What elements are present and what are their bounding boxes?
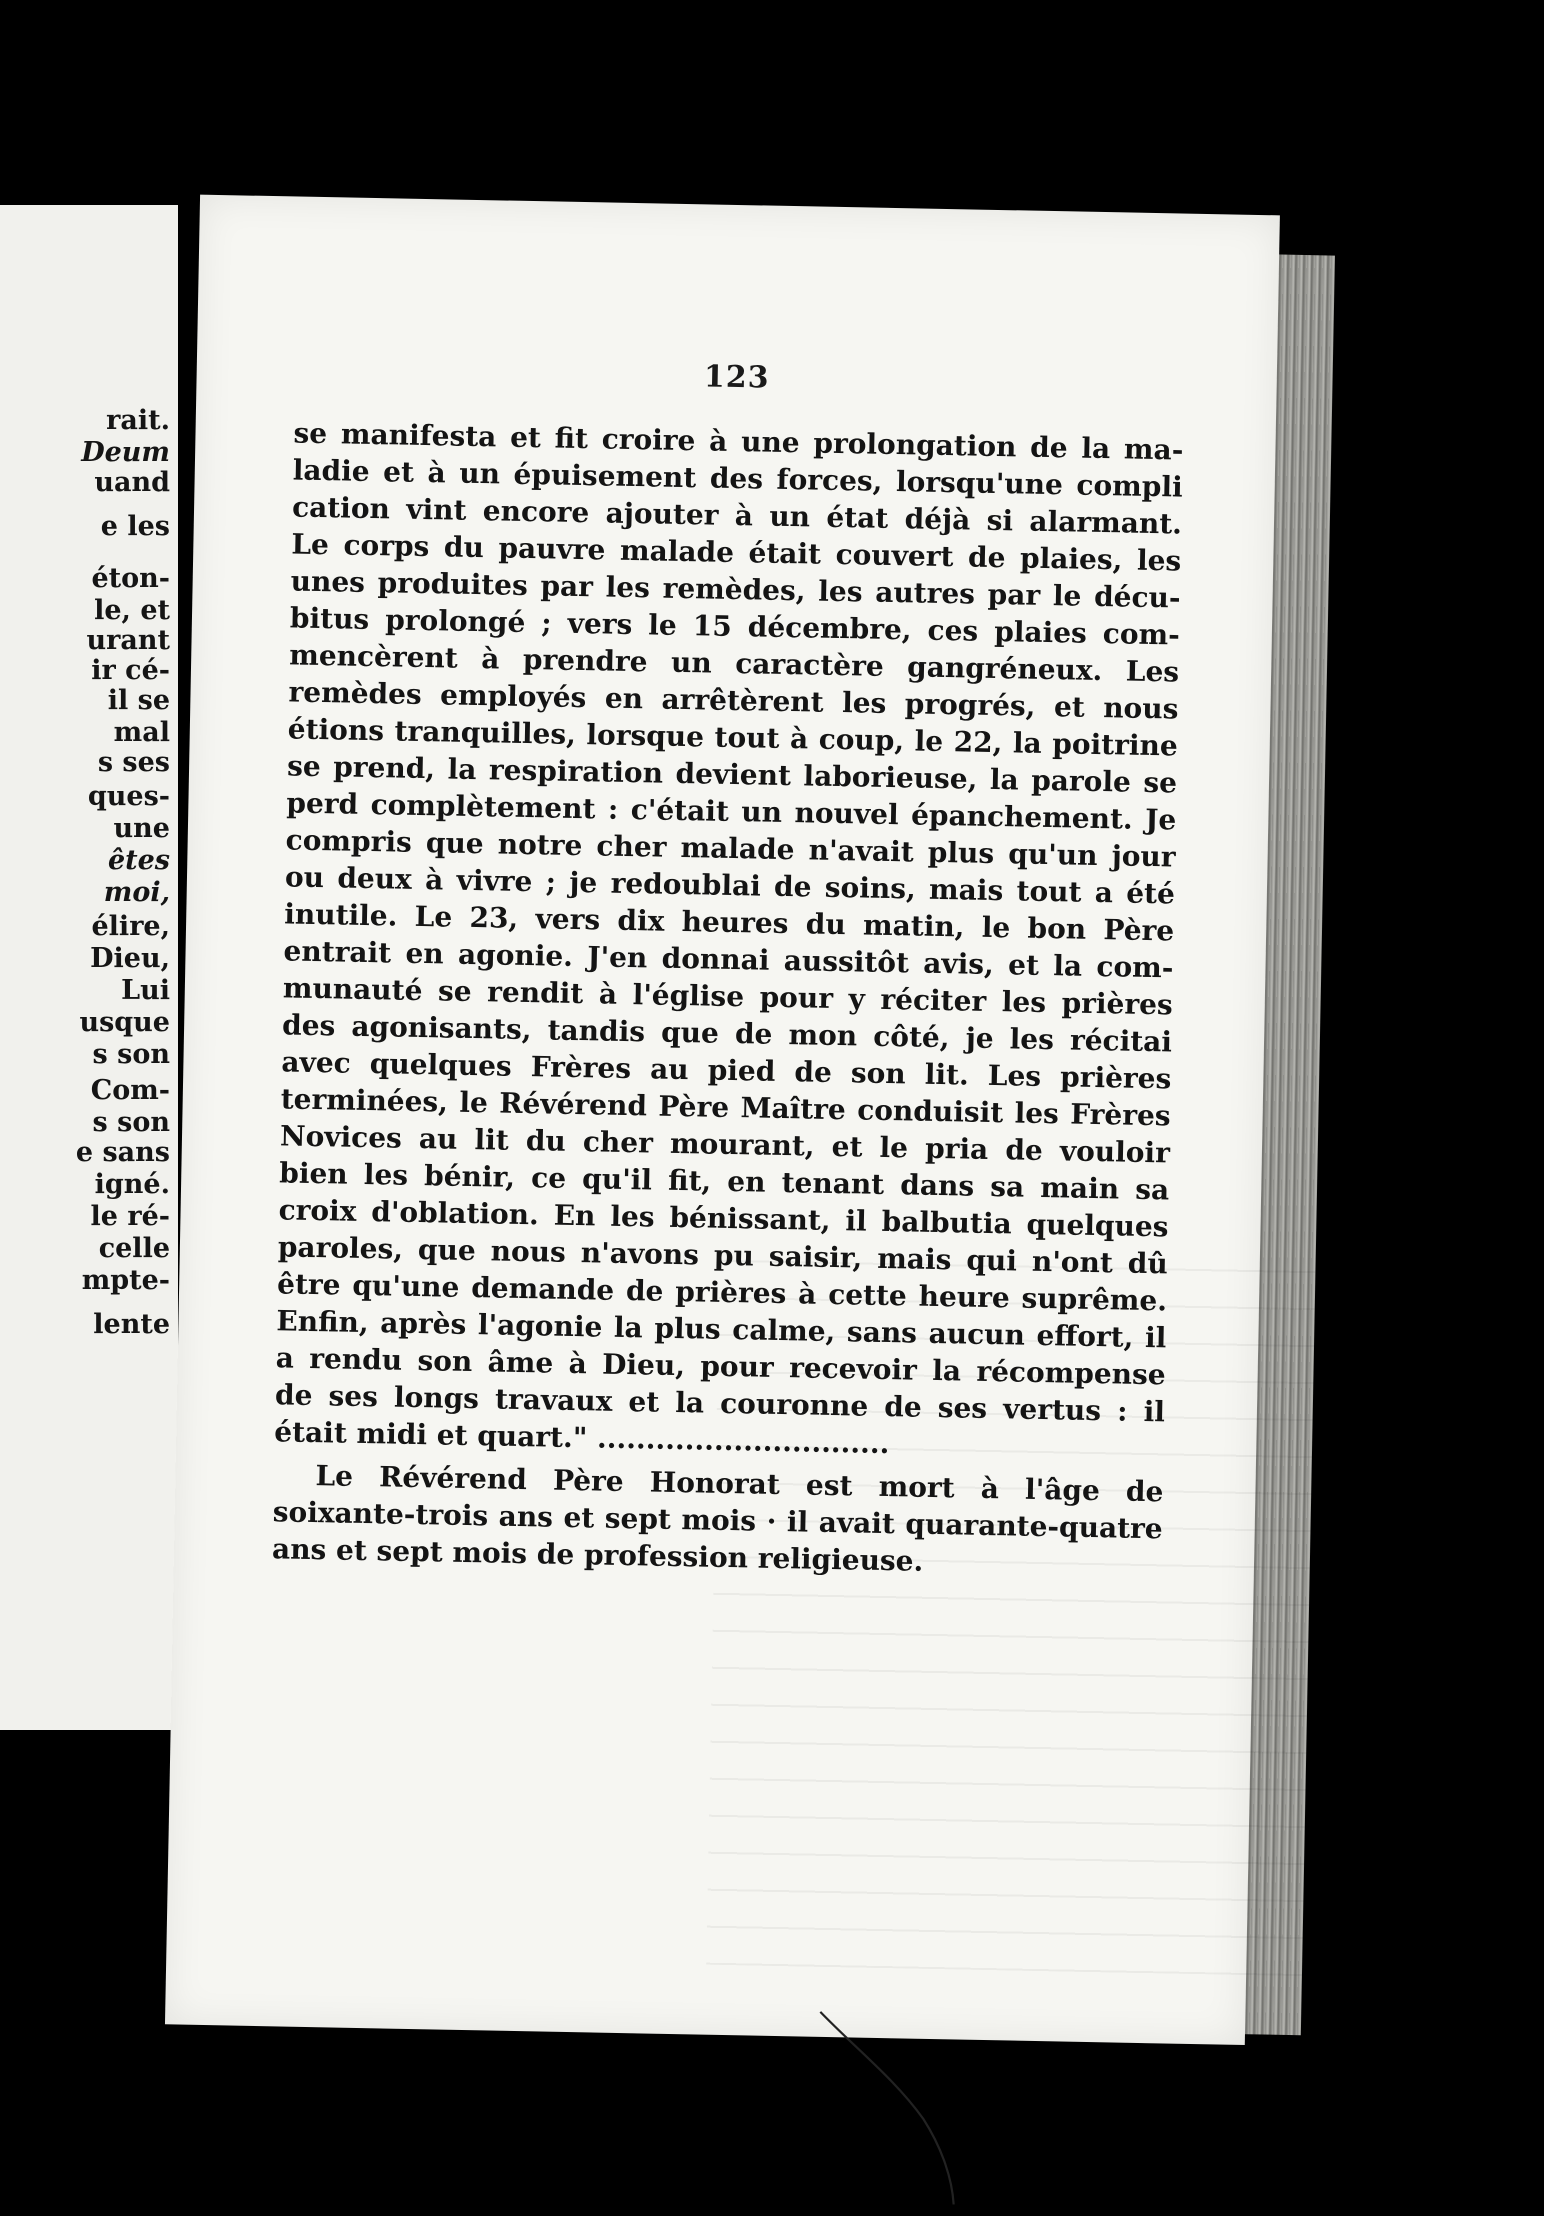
left-page-line: une [113,813,170,844]
left-page-line: Lui [121,975,170,1006]
left-page-line: moi, [103,877,170,908]
text-line: croix d'oblation. En les bénissant, il balbutia quelques [278,1193,1169,1244]
left-page-line: lente [93,1309,170,1340]
left-page-line: il se [107,685,170,716]
text-line: ladie et à un épuisement des forces, lorsqu'une compli [292,453,1183,504]
text-line: paroles, que nous n'avons pu saisir, mais qui n'ont dû [277,1230,1169,1281]
text-line: ou deux à vivre ; je redoublai de soins, mais tout a été [284,860,1176,911]
main-page [165,195,1280,2045]
left-page-line: s son [92,1039,170,1070]
left-page-line: ir cé- [91,655,170,686]
text-line: se prend, la respiration devient laborieuse, la parole se [286,749,1178,800]
left-page-line: mpte- [81,1265,170,1296]
text-line: Novices au lit du cher mourant, et le pria de vouloir [279,1119,1171,1170]
text-line: avec quelques Frères au pied de son lit. Les prières [281,1045,1172,1096]
left-page-line: rait. [106,405,170,436]
page-number: 123 [703,359,770,396]
text-line: soixante-trois ans et sept mois · il avait quarante-quatre [272,1495,1163,1546]
text-line: se manifesta et fit croire à une prolongation de la ma- [293,416,1184,467]
left-page-line: le ré- [90,1201,170,1232]
text-line: munauté se rendit à l'église pour y réciter les prières [282,971,1174,1022]
left-page-line: s ses [97,747,170,778]
left-page-line: Com- [90,1075,170,1106]
text-line: Enfin, après l'agonie la plus calme, sans aucun effort, il [276,1304,1167,1355]
text-line: Le Révérend Père Honorat est mort à l'âge de [315,1459,1164,1509]
paragraph-1 [274,414,1184,1467]
paragraph-2 [272,1456,1164,1584]
text-line: Le corps du pauvre malade était couvert de plaies, les [291,527,1182,578]
left-page-line: usque [79,1007,170,1038]
text-line: entrait en agonie. J'en donnai aussitôt avis, et la com- [283,934,1174,985]
left-page-line: mal [113,717,170,748]
left-page-line: s son [92,1107,170,1138]
left-page-line: urant [86,625,170,656]
left-page-line: celle [98,1233,170,1264]
body-text [272,414,1184,1584]
text-line: bitus prolongé ; vers le 15 décembre, ces plaies com- [289,601,1181,652]
text-line: mencèrent à prendre un caractère gangréneux. Les [288,638,1180,689]
text-line: inutile. Le 23, vers dix heures du matin, le bon Père [283,897,1175,948]
text-line: terminées, le Révérend Père Maître conduisit les Frères [280,1082,1171,1133]
text-line: des agonisants, tandis que de mon côté, je les récitai [281,1008,1173,1059]
text-line: de ses longs travaux et la couronne de ses vertus : il [274,1378,1166,1429]
text-line: unes produites par les remèdes, les autres par le décu- [290,564,1181,615]
text-line: bien les bénir, ce qu'il fit, en tenant dans sa main sa [279,1156,1170,1207]
left-page-line: élire, [91,911,170,942]
pencil-stroke-mark [812,2007,1036,2211]
text-line: perd complètement : c'était un nouvel épanchement. Je [286,786,1177,837]
text-line: ans et sept mois de profession religieuse. [271,1532,924,1578]
text-line: remèdes employés en arrêtèrent les progrés, et nous [288,675,1179,726]
text-line: compris que notre cher malade n'avait plus qu'un jour [285,823,1176,874]
left-page-line: e les [100,511,170,542]
left-page-line: Deum [81,437,170,468]
left-page-line: ques- [87,781,170,812]
left-page-fragment [0,205,178,1730]
text-line: cation vint encore ajouter à un état déjà si alarmant. [291,490,1183,541]
text-line: étions tranquilles, lorsque tout à coup, le 22, la poitrine [287,712,1179,763]
left-page-line: e sans [75,1137,170,1168]
left-page-line: uand [94,467,170,498]
left-page-line: igné. [94,1169,170,1200]
left-page-line: êtes [107,845,170,876]
text-line: était midi et quart." .............................. [274,1415,890,1461]
text-line: être qu'une demande de prières à cette heure suprême. [276,1267,1168,1318]
left-page-line: Dieu, [90,943,170,974]
left-page-line: éton- [91,563,170,594]
left-page-line: le, et [94,595,170,626]
text-line: a rendu son âme à Dieu, pour recevoir la récompense [275,1341,1166,1392]
